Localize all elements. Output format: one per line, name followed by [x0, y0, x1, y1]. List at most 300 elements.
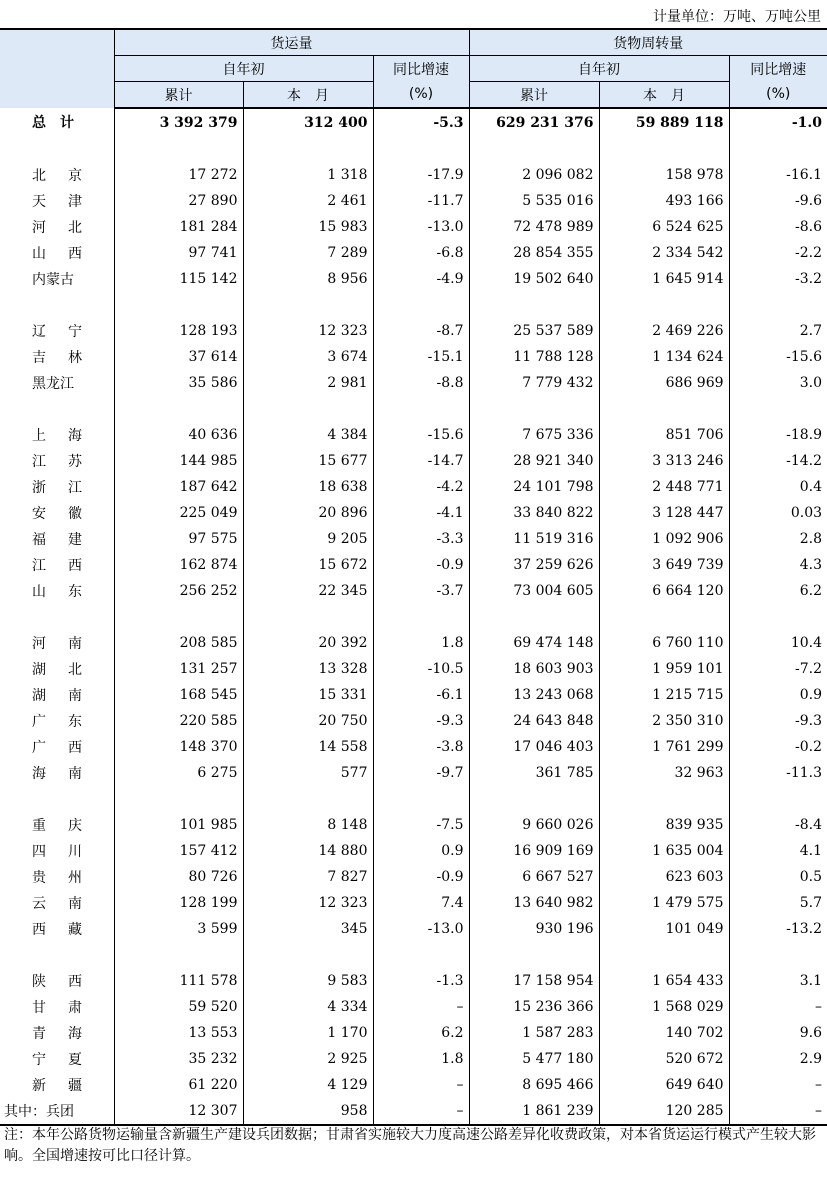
cell-volume-yoy: -17.9 [373, 162, 469, 188]
region-label: 新疆 [32, 1078, 82, 1094]
cell-volume-cumulative: 148 370 [114, 734, 243, 760]
cell-volume-yoy: -9.3 [373, 708, 469, 734]
spacer-cell [114, 942, 243, 968]
spacer-cell [0, 136, 114, 162]
cell-turnover-yoy: 0.5 [729, 864, 827, 890]
cell-turnover-month: 1 215 715 [599, 682, 729, 708]
cell-turnover-yoy: 0.9 [729, 682, 827, 708]
spacer-cell [599, 604, 729, 630]
cell-turnover-month: 158 978 [599, 162, 729, 188]
cell-volume-month: 15 331 [243, 682, 373, 708]
cell-turnover-month: 3 128 447 [599, 500, 729, 526]
spacer-cell [469, 786, 599, 812]
cell-volume-month: 4 334 [243, 994, 373, 1020]
region-label: 贵州 [32, 870, 82, 886]
cell-volume-cumulative: 101 985 [114, 812, 243, 838]
cell-turnover-cumulative: 15 236 366 [469, 994, 599, 1020]
spacer-row [0, 942, 827, 968]
cell-turnover-month: 140 702 [599, 1020, 729, 1046]
region-label: 吉林 [32, 350, 82, 366]
region-name [0, 188, 114, 214]
spacer-cell [243, 396, 373, 422]
cell-turnover-cumulative: 28 854 355 [469, 240, 599, 266]
cell-turnover-month: 3 649 739 [599, 552, 729, 578]
region-name [0, 108, 114, 136]
cell-turnover-cumulative: 11 788 128 [469, 344, 599, 370]
region-name [0, 214, 114, 240]
cell-volume-cumulative: 6 275 [114, 760, 243, 786]
cell-volume-cumulative: 131 257 [114, 656, 243, 682]
cell-turnover-month: 6 524 625 [599, 214, 729, 240]
table-row [0, 162, 827, 188]
header-yoy-turnover: 同比增速 [729, 56, 827, 82]
cell-turnover-cumulative: 1 587 283 [469, 1020, 599, 1046]
table-row [0, 864, 827, 890]
header-ytd-turnover: 自年初 [469, 56, 729, 82]
cell-volume-yoy: -0.9 [373, 552, 469, 578]
cell-volume-month: 312 400 [243, 108, 373, 136]
cell-volume-month: 2 461 [243, 188, 373, 214]
cell-volume-month: 2 981 [243, 370, 373, 396]
region-name [0, 500, 114, 526]
region-label: 其中：兵团 [4, 1104, 74, 1120]
spacer-cell [243, 604, 373, 630]
region-name [0, 266, 114, 292]
region-name [0, 1098, 114, 1125]
cell-turnover-month: 1 092 906 [599, 526, 729, 552]
cell-turnover-yoy: -9.3 [729, 708, 827, 734]
cell-volume-cumulative: 128 193 [114, 318, 243, 344]
cell-volume-yoy: -4.1 [373, 500, 469, 526]
cell-volume-cumulative: 225 049 [114, 500, 243, 526]
cell-volume-month: 12 323 [243, 318, 373, 344]
spacer-cell [469, 604, 599, 630]
table-row [0, 552, 827, 578]
cell-turnover-month: 6 760 110 [599, 630, 729, 656]
region-label: 河北 [32, 220, 82, 236]
cell-volume-month: 4 384 [243, 422, 373, 448]
spacer-cell [114, 396, 243, 422]
cell-volume-yoy: -4.2 [373, 474, 469, 500]
region-label: 浙江 [32, 480, 82, 496]
cell-turnover-cumulative: 6 667 527 [469, 864, 599, 890]
cell-turnover-month: 2 350 310 [599, 708, 729, 734]
cell-turnover-cumulative: 17 158 954 [469, 968, 599, 994]
table-row [0, 578, 827, 604]
cell-volume-month: 14 880 [243, 838, 373, 864]
cell-turnover-cumulative: 69 474 148 [469, 630, 599, 656]
cell-turnover-month: 1 654 433 [599, 968, 729, 994]
region-name [0, 552, 114, 578]
cell-volume-cumulative: 13 553 [114, 1020, 243, 1046]
cell-turnover-yoy: -9.6 [729, 188, 827, 214]
region-label: 安徽 [32, 506, 82, 522]
spacer-cell [114, 786, 243, 812]
cell-turnover-yoy: -11.3 [729, 760, 827, 786]
cell-volume-yoy: -0.9 [373, 864, 469, 890]
cell-turnover-yoy: -1.0 [729, 108, 827, 136]
spacer-cell [0, 292, 114, 318]
cell-turnover-month: 1 645 914 [599, 266, 729, 292]
region-label: 云南 [32, 896, 82, 912]
cell-volume-month: 22 345 [243, 578, 373, 604]
table-row [0, 526, 827, 552]
cell-volume-month: 7 827 [243, 864, 373, 890]
cell-turnover-cumulative: 7 779 432 [469, 370, 599, 396]
cell-volume-cumulative: 35 232 [114, 1046, 243, 1072]
spacer-cell [243, 292, 373, 318]
cell-volume-month: 18 638 [243, 474, 373, 500]
cell-turnover-cumulative: 18 603 903 [469, 656, 599, 682]
cell-volume-cumulative: 111 578 [114, 968, 243, 994]
region-name [0, 526, 114, 552]
cell-turnover-yoy: -0.2 [729, 734, 827, 760]
cell-volume-cumulative: 59 520 [114, 994, 243, 1020]
cell-turnover-cumulative: 24 101 798 [469, 474, 599, 500]
header-freight-volume: 货运量 [114, 29, 469, 56]
spacer-cell [729, 786, 827, 812]
cell-volume-month: 3 674 [243, 344, 373, 370]
cell-volume-month: 12 323 [243, 890, 373, 916]
region-label: 湖北 [32, 662, 82, 678]
cell-turnover-cumulative: 33 840 822 [469, 500, 599, 526]
cell-volume-cumulative: 40 636 [114, 422, 243, 448]
cell-volume-yoy: – [373, 994, 469, 1020]
cell-turnover-yoy: -2.2 [729, 240, 827, 266]
spacer-cell [114, 136, 243, 162]
spacer-row [0, 604, 827, 630]
region-name [0, 734, 114, 760]
cell-turnover-yoy: -14.2 [729, 448, 827, 474]
spacer-cell [0, 604, 114, 630]
cell-volume-cumulative: 3 392 379 [114, 108, 243, 136]
cell-volume-month: 15 677 [243, 448, 373, 474]
table-row [0, 240, 827, 266]
cell-volume-yoy: -3.7 [373, 578, 469, 604]
cell-volume-month: 9 205 [243, 526, 373, 552]
cell-volume-cumulative: 3 599 [114, 916, 243, 942]
cell-turnover-cumulative: 13 243 068 [469, 682, 599, 708]
cell-turnover-month: 1 761 299 [599, 734, 729, 760]
spacer-cell [373, 942, 469, 968]
cell-volume-cumulative: 128 199 [114, 890, 243, 916]
table-row [0, 1072, 827, 1098]
cell-turnover-yoy: -8.6 [729, 214, 827, 240]
table-row [0, 890, 827, 916]
spacer-cell [599, 292, 729, 318]
spacer-cell [0, 396, 114, 422]
region-name [0, 422, 114, 448]
cell-volume-yoy: -13.0 [373, 214, 469, 240]
cell-volume-yoy: -5.3 [373, 108, 469, 136]
table-row [0, 682, 827, 708]
cell-volume-yoy: -7.5 [373, 812, 469, 838]
cell-turnover-month: 120 285 [599, 1098, 729, 1125]
region-name [0, 838, 114, 864]
cell-turnover-yoy: – [729, 994, 827, 1020]
cell-turnover-yoy: -13.2 [729, 916, 827, 942]
cell-turnover-month: 686 969 [599, 370, 729, 396]
cell-volume-yoy: – [373, 1072, 469, 1098]
cell-turnover-month: 32 963 [599, 760, 729, 786]
cell-volume-cumulative: 12 307 [114, 1098, 243, 1125]
region-label: 重庆 [32, 818, 82, 834]
spacer-cell [729, 292, 827, 318]
unit-label: 计量单位：万吨、万吨公里 [653, 9, 821, 25]
cell-turnover-yoy: – [729, 1098, 827, 1125]
cell-turnover-month: 1 479 575 [599, 890, 729, 916]
table-body [0, 108, 827, 1125]
cell-turnover-month: 851 706 [599, 422, 729, 448]
cell-turnover-cumulative: 5 477 180 [469, 1046, 599, 1072]
region-name [0, 344, 114, 370]
spacer-cell [243, 136, 373, 162]
cell-turnover-yoy: 4.3 [729, 552, 827, 578]
table-row [0, 1046, 827, 1072]
region-label: 上海 [32, 428, 82, 444]
cell-turnover-cumulative: 16 909 169 [469, 838, 599, 864]
cell-turnover-cumulative: 72 478 989 [469, 214, 599, 240]
header-cumulative-turnover: 累计 [469, 82, 599, 109]
region-label: 广西 [32, 740, 82, 756]
table-row [0, 500, 827, 526]
cell-turnover-yoy: -3.2 [729, 266, 827, 292]
region-name [0, 370, 114, 396]
region-label: 辽宁 [32, 324, 82, 340]
cell-turnover-cumulative: 7 675 336 [469, 422, 599, 448]
region-label: 福建 [32, 532, 82, 548]
cell-turnover-month: 101 049 [599, 916, 729, 942]
region-label: 西藏 [32, 922, 82, 938]
cell-turnover-month: 1 568 029 [599, 994, 729, 1020]
cell-turnover-month: 1 635 004 [599, 838, 729, 864]
table-row [0, 422, 827, 448]
cell-volume-yoy: -15.1 [373, 344, 469, 370]
cell-volume-cumulative: 168 545 [114, 682, 243, 708]
region-label: 甘肃 [32, 1000, 82, 1016]
cell-turnover-yoy: 10.4 [729, 630, 827, 656]
cell-turnover-cumulative: 73 004 605 [469, 578, 599, 604]
spacer-cell [373, 396, 469, 422]
cell-volume-yoy: – [373, 1098, 469, 1125]
cell-turnover-cumulative: 37 259 626 [469, 552, 599, 578]
cell-turnover-cumulative: 2 096 082 [469, 162, 599, 188]
cell-volume-cumulative: 27 890 [114, 188, 243, 214]
spacer-cell [729, 396, 827, 422]
region-name [0, 448, 114, 474]
cell-turnover-cumulative: 11 519 316 [469, 526, 599, 552]
spacer-cell [243, 942, 373, 968]
cell-turnover-cumulative: 1 861 239 [469, 1098, 599, 1125]
region-name [0, 890, 114, 916]
cell-turnover-yoy: 2.7 [729, 318, 827, 344]
spacer-cell [373, 604, 469, 630]
cell-volume-cumulative: 220 585 [114, 708, 243, 734]
cell-volume-yoy: 6.2 [373, 1020, 469, 1046]
cell-volume-yoy: -6.1 [373, 682, 469, 708]
cell-turnover-cumulative: 930 196 [469, 916, 599, 942]
table-row [0, 812, 827, 838]
cell-turnover-yoy: -16.1 [729, 162, 827, 188]
cell-turnover-yoy: 0.03 [729, 500, 827, 526]
cell-volume-month: 1 170 [243, 1020, 373, 1046]
cell-turnover-cumulative: 8 695 466 [469, 1072, 599, 1098]
table-row [0, 968, 827, 994]
cell-turnover-yoy: 0.4 [729, 474, 827, 500]
cell-volume-cumulative: 97 575 [114, 526, 243, 552]
cell-volume-month: 9 583 [243, 968, 373, 994]
cell-volume-yoy: -3.8 [373, 734, 469, 760]
cell-volume-yoy: -9.7 [373, 760, 469, 786]
region-name [0, 916, 114, 942]
table-row [0, 838, 827, 864]
cell-turnover-month: 2 469 226 [599, 318, 729, 344]
table-row [0, 188, 827, 214]
region-name [0, 578, 114, 604]
table-row [0, 370, 827, 396]
spacer-cell [469, 136, 599, 162]
cell-turnover-month: 59 889 118 [599, 108, 729, 136]
region-name [0, 864, 114, 890]
footnote: 注：本年公路货物运输量含新疆生产建设兵团数据；甘肃省实施较大力度高速公路差异化收费政策，对本省货运运行模式产生较大影响。全国增速按可比口径计算。 [4, 1127, 816, 1164]
region-label: 北京 [32, 168, 82, 184]
region-name [0, 318, 114, 344]
region-label: 山西 [32, 246, 82, 262]
table-row [0, 760, 827, 786]
spacer-cell [0, 942, 114, 968]
cell-volume-yoy: -11.7 [373, 188, 469, 214]
cell-volume-yoy: -13.0 [373, 916, 469, 942]
cell-turnover-cumulative: 17 046 403 [469, 734, 599, 760]
region-name [0, 656, 114, 682]
cell-volume-yoy: 1.8 [373, 630, 469, 656]
cell-volume-yoy: -8.8 [373, 370, 469, 396]
spacer-cell [0, 786, 114, 812]
cell-volume-cumulative: 256 252 [114, 578, 243, 604]
region-name [0, 162, 114, 188]
cell-volume-month: 20 750 [243, 708, 373, 734]
header-pct-turnover: (%) [729, 82, 827, 109]
region-label: 山东 [32, 584, 82, 600]
cell-volume-cumulative: 97 741 [114, 240, 243, 266]
cell-volume-month: 15 983 [243, 214, 373, 240]
cell-turnover-cumulative: 24 643 848 [469, 708, 599, 734]
region-label: 海南 [32, 766, 82, 782]
cell-turnover-yoy: 6.2 [729, 578, 827, 604]
cell-turnover-cumulative: 9 660 026 [469, 812, 599, 838]
spacer-row [0, 292, 827, 318]
cell-turnover-cumulative: 361 785 [469, 760, 599, 786]
cell-volume-month: 958 [243, 1098, 373, 1125]
spacer-cell [599, 396, 729, 422]
cell-turnover-month: 839 935 [599, 812, 729, 838]
cell-volume-yoy: 0.9 [373, 838, 469, 864]
cell-turnover-yoy: -18.9 [729, 422, 827, 448]
total-row [0, 108, 827, 136]
cell-turnover-month: 623 603 [599, 864, 729, 890]
cell-volume-cumulative: 162 874 [114, 552, 243, 578]
region-label: 江苏 [32, 454, 82, 470]
spacer-cell [599, 942, 729, 968]
region-label: 湖南 [32, 688, 82, 704]
header-freight-turnover: 货物周转量 [469, 29, 827, 56]
spacer-cell [373, 786, 469, 812]
cell-volume-yoy: -10.5 [373, 656, 469, 682]
cell-turnover-yoy: 2.9 [729, 1046, 827, 1072]
region-label: 陕西 [32, 974, 82, 990]
cell-volume-month: 345 [243, 916, 373, 942]
region-label: 江西 [32, 558, 82, 574]
header-yoy-volume: 同比增速 [373, 56, 469, 82]
region-name [0, 994, 114, 1020]
region-label: 广东 [32, 714, 82, 730]
cell-volume-month: 15 672 [243, 552, 373, 578]
table-row [0, 214, 827, 240]
header-pct-volume: (%) [373, 82, 469, 109]
cell-volume-month: 13 328 [243, 656, 373, 682]
table-row [0, 994, 827, 1020]
spacer-cell [729, 136, 827, 162]
spacer-cell [729, 942, 827, 968]
cell-turnover-yoy: 9.6 [729, 1020, 827, 1046]
cell-volume-yoy: -6.8 [373, 240, 469, 266]
region-name [0, 760, 114, 786]
region-label: 河南 [32, 636, 82, 652]
cell-volume-cumulative: 157 412 [114, 838, 243, 864]
region-label: 青海 [32, 1026, 82, 1042]
table-row [0, 318, 827, 344]
cell-volume-month: 8 956 [243, 266, 373, 292]
cell-turnover-month: 2 448 771 [599, 474, 729, 500]
region-name [0, 240, 114, 266]
table-row [0, 1020, 827, 1046]
cell-volume-month: 7 289 [243, 240, 373, 266]
freight-table [0, 28, 827, 1126]
cell-volume-yoy: -3.3 [373, 526, 469, 552]
cell-turnover-yoy: 3.1 [729, 968, 827, 994]
cell-volume-cumulative: 208 585 [114, 630, 243, 656]
cell-volume-month: 577 [243, 760, 373, 786]
spacer-cell [114, 292, 243, 318]
cell-volume-yoy: -14.7 [373, 448, 469, 474]
cell-volume-cumulative: 80 726 [114, 864, 243, 890]
region-label: 总 计 [32, 115, 74, 131]
region-name [0, 812, 114, 838]
cell-turnover-cumulative: 25 537 589 [469, 318, 599, 344]
cell-turnover-cumulative: 629 231 376 [469, 108, 599, 136]
cell-volume-yoy: -4.9 [373, 266, 469, 292]
table-row [0, 266, 827, 292]
table-row [0, 474, 827, 500]
region-name [0, 968, 114, 994]
cell-volume-month: 2 925 [243, 1046, 373, 1072]
cell-turnover-cumulative: 28 921 340 [469, 448, 599, 474]
header-corner [0, 29, 114, 108]
spacer-row [0, 786, 827, 812]
spacer-cell [599, 786, 729, 812]
cell-volume-yoy: -15.6 [373, 422, 469, 448]
region-name [0, 708, 114, 734]
cell-turnover-month: 3 313 246 [599, 448, 729, 474]
spacer-cell [114, 604, 243, 630]
cell-volume-month: 20 392 [243, 630, 373, 656]
cell-turnover-yoy: -15.6 [729, 344, 827, 370]
cell-volume-yoy: 7.4 [373, 890, 469, 916]
spacer-row [0, 396, 827, 422]
table-row [0, 344, 827, 370]
table-row [0, 708, 827, 734]
cell-turnover-yoy: -8.4 [729, 812, 827, 838]
